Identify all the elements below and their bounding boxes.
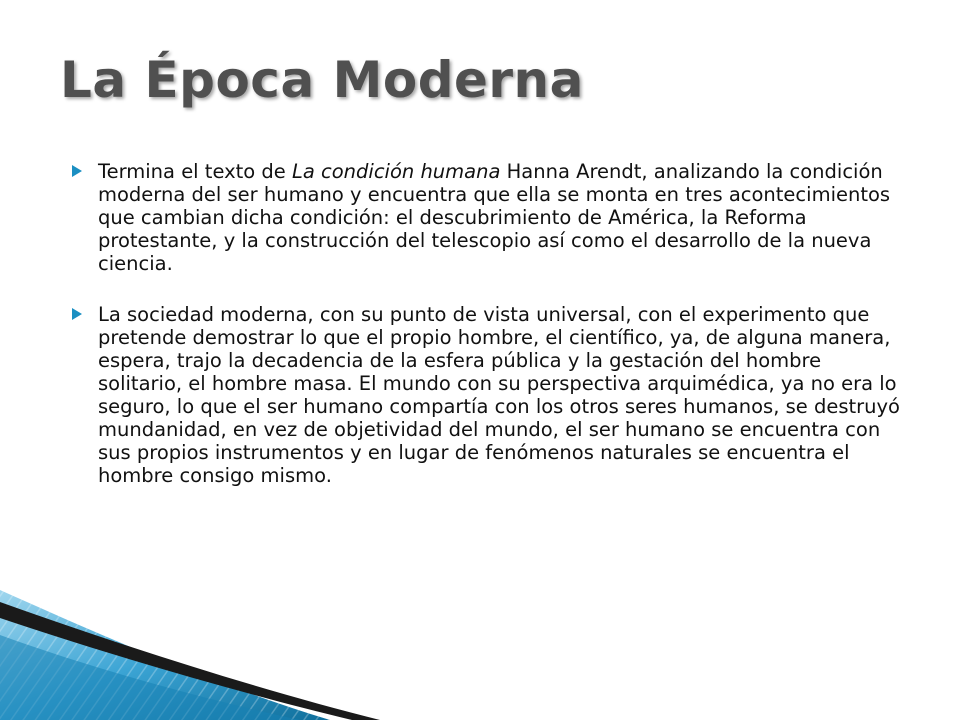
bullet-text: La sociedad moderna, con su punto de vista universal, con el experimento que pretende demostrar lo que el propio hombre, el científico, ya, de alguna manera, espera, trajo la decadencia de la esfera pública y la gestación del hombre solitario, el hombre masa. El mundo con su perspectiva arquimédica, ya no era lo seguro, lo que el ser humano compartía con los otros seres humanos, se destruyó mundanidad, en vez de objetividad del mundo, el ser humano se encuentra con sus propios instrumentos y en lugar de fenómenos naturales se encuentra el hombre consigo mismo. <box>98 303 900 487</box>
arrow-right-icon <box>72 165 82 177</box>
bullet-item <box>66 303 906 487</box>
slide-content <box>66 160 906 515</box>
bullet-text-end: Hanna Arendt, analizando la condición moderna del ser humano y encuentra que ella se monta en tres acontecimientos que cambian dicha condición: el descubrimiento de América, la Reforma protestante, y la construcción del telescopio así como el desarrollo de la nueva ciencia. <box>98 160 891 275</box>
bullet-text-start: Termina el texto de <box>98 160 292 183</box>
arrow-right-icon <box>72 308 82 320</box>
book-title: La condición humana <box>292 160 501 183</box>
bullet-item <box>66 160 906 275</box>
corner-wave-decoration <box>0 560 420 720</box>
slide-title: La Época Moderna <box>60 51 584 109</box>
